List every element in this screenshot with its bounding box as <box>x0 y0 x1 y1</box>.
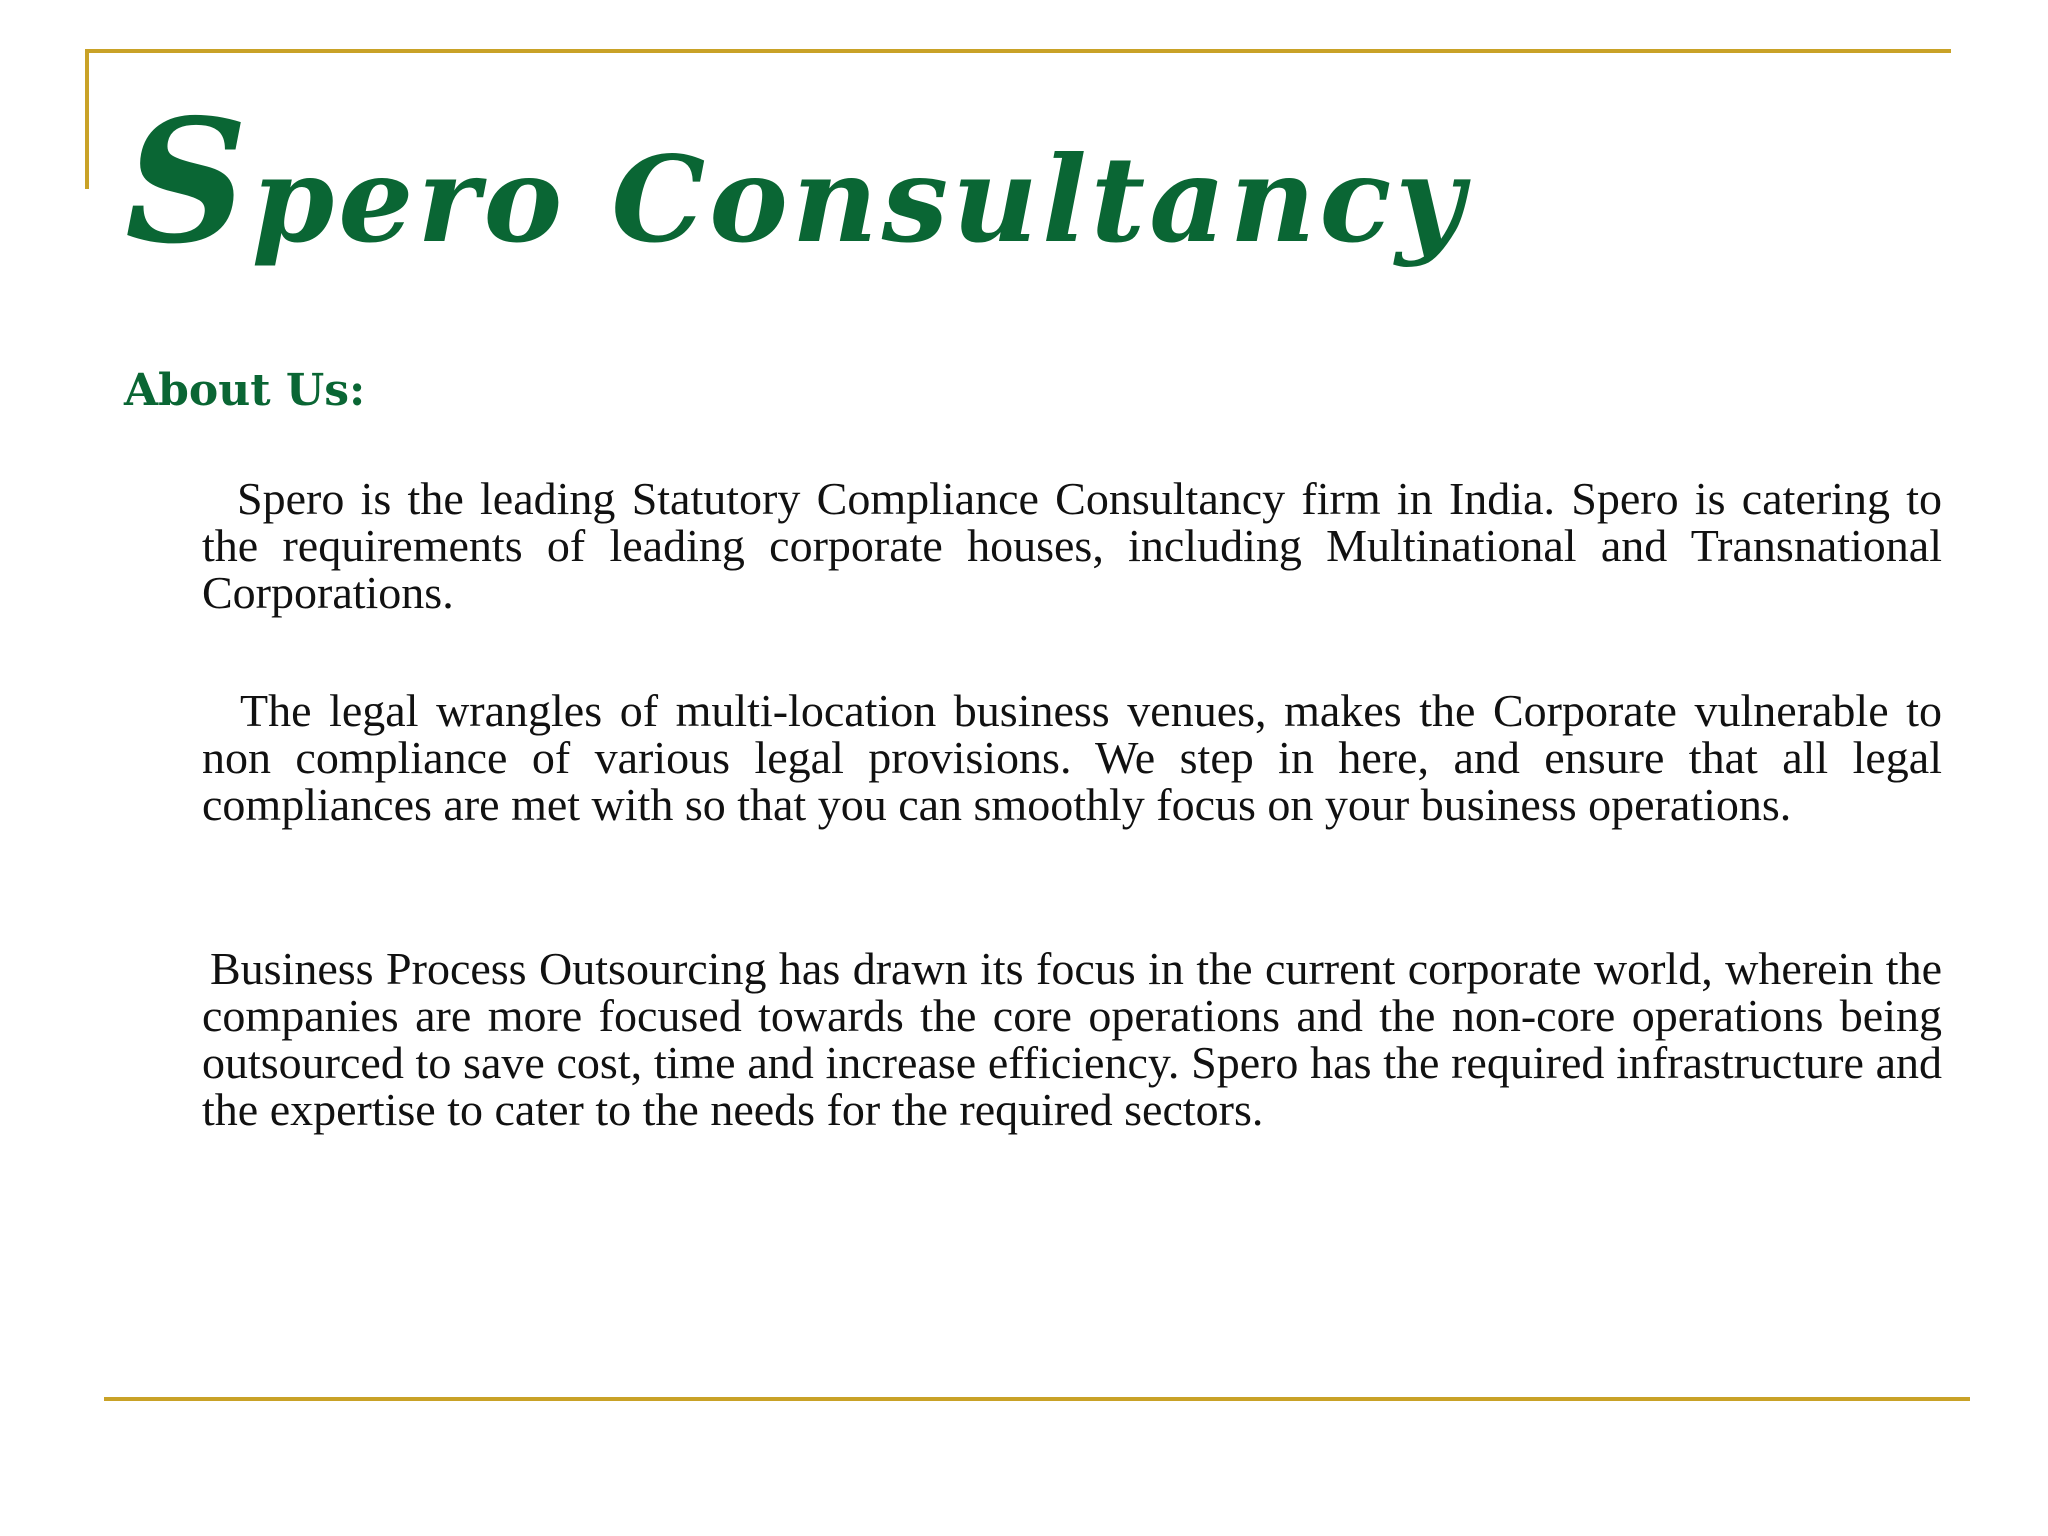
bottom-gold-rule <box>104 1397 1970 1401</box>
paragraph-intro: Spero is the leading Statutory Compliance Consultancy firm in India. Spero is catering to the requirements of leading corporate houses, including Multinational and Transnational Corporations. <box>202 473 1942 618</box>
top-gold-rule <box>85 49 1951 53</box>
about-us-heading: About Us: <box>124 365 366 416</box>
slide-title <box>125 82 1468 282</box>
paragraph-bpo: Business Process Outsourcing has drawn its focus in the current corporate world, wherein the companies are more focused towards the core operations and the non-core operations being outsourced to save cost, time and increase efficiency. Spero has the required infrastructure and the expertise to cater to the needs for the required sectors. <box>202 943 1942 1135</box>
paragraph-legal-compliance: The legal wrangles of multi-location business venues, makes the Corporate vulnerable to non compliance of various legal provisions. We step in here, and ensure that all legal compliances are met with so that you can smoothly focus on your business operations. <box>202 685 1942 830</box>
left-gold-rule <box>85 49 89 189</box>
title-rest: pero Consultancy <box>251 130 1468 269</box>
title-initial: S <box>125 82 252 282</box>
